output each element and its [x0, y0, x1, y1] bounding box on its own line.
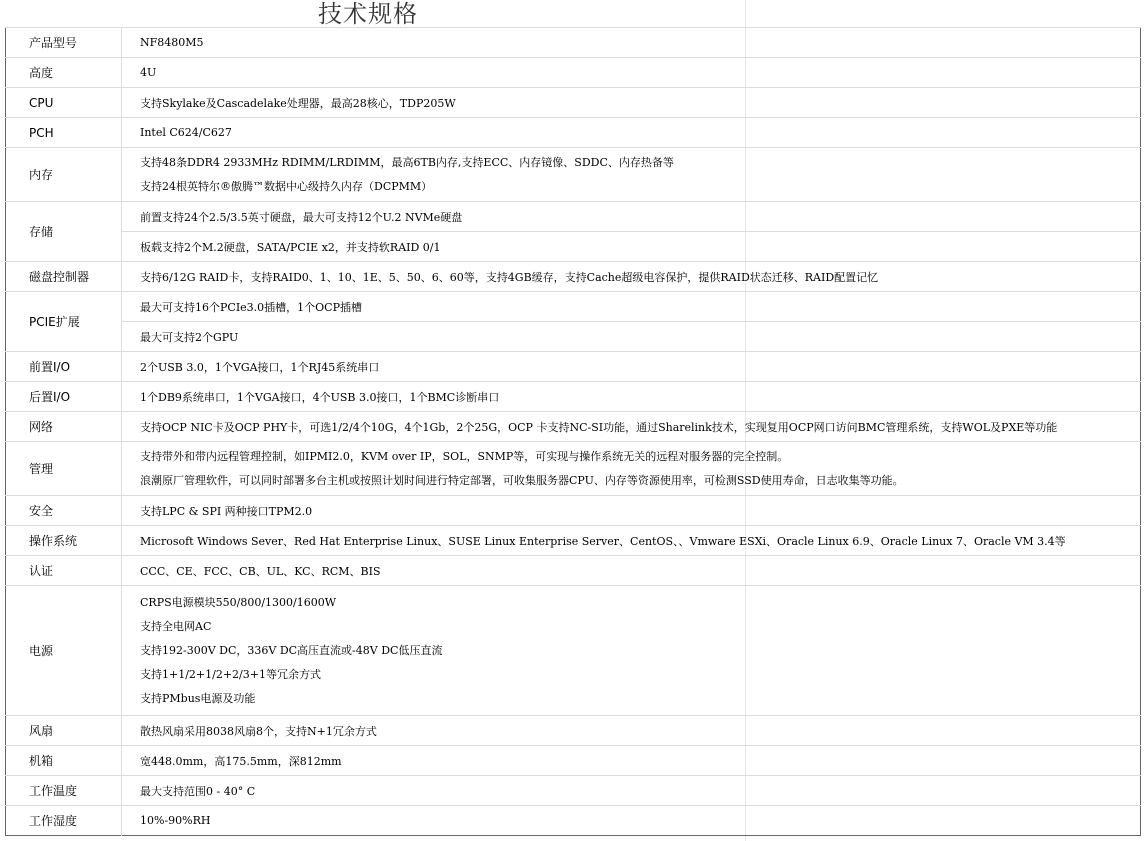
- spec-row-management: [6, 442, 1141, 496]
- spec-value: 宽448.0mm，高175.5mm，深812mm: [122, 746, 1141, 776]
- spec-label: 风扇: [6, 716, 122, 746]
- spec-value: 前置支持24个2.5/3.5英寸硬盘，最大可支持12个U.2 NVMe硬盘: [122, 202, 1141, 232]
- spec-label: 内存: [6, 148, 122, 202]
- spec-value: NF8480M5: [122, 28, 1141, 58]
- spec-row-pch: [6, 118, 1141, 148]
- spec-label: CPU: [6, 88, 122, 118]
- spec-row-front-io: [6, 352, 1141, 382]
- spec-label: 机箱: [6, 746, 122, 776]
- spec-label: 安全: [6, 496, 122, 526]
- spec-value: 最大可支持16个PCIe3.0插槽，1个OCP插槽: [122, 292, 1141, 322]
- spec-label: 前置I/O: [6, 352, 122, 382]
- spec-value-line: 支持1+1/2+1/2+2/3+1等冗余方式: [140, 667, 321, 681]
- spec-row-rear-io: [6, 382, 1141, 412]
- spec-row-storage-front: [6, 202, 1141, 232]
- spec-value-line: CRPS电源模块550/800/1300/1600W: [140, 595, 337, 609]
- spec-row-fan: [6, 716, 1141, 746]
- spec-label: 存储: [6, 202, 122, 262]
- spec-label: PCH: [6, 118, 122, 148]
- spec-label: 后置I/O: [6, 382, 122, 412]
- spec-label: 管理: [6, 442, 122, 496]
- spec-table: [5, 27, 1141, 836]
- spec-value: 10%-90%RH: [122, 806, 1141, 836]
- spec-label: 操作系统: [6, 526, 122, 556]
- spec-value: 支持Skylake及Cascadelake处理器，最高28核心，TDP205W: [122, 88, 1141, 118]
- spec-value: 1个DB9系统串口，1个VGA接口，4个USB 3.0接口，1个BMC诊断串口: [122, 382, 1141, 412]
- spec-value: [122, 148, 1141, 202]
- spec-label: 工作温度: [6, 776, 122, 806]
- spec-row-disk-controller: [6, 262, 1141, 292]
- spec-value-line: 支持全电网AC: [140, 619, 212, 633]
- spec-value: 2个USB 3.0，1个VGA接口，1个RJ45系统串口: [122, 352, 1141, 382]
- spec-row-pcie-gpu: [6, 322, 1141, 352]
- spec-value: 板载支持2个M.2硬盘，SATA/PCIE x2，并支持软RAID 0/1: [122, 232, 1141, 262]
- spec-value: 散热风扇采用8038风扇8个，支持N+1冗余方式: [122, 716, 1141, 746]
- spec-row-certification: [6, 556, 1141, 586]
- spec-row-operating-temp: [6, 776, 1141, 806]
- spec-row-storage-onboard: [6, 232, 1141, 262]
- spec-label: 网络: [6, 412, 122, 442]
- spec-label: 高度: [6, 58, 122, 88]
- spec-value: 最大支持范围0 - 40° C: [122, 776, 1141, 806]
- spec-value: 支持OCP NIC卡及OCP PHY卡，可选1/2/4个10G，4个1Gb，2个25G，OCP 卡支持NC-SI功能，通过Sharelink技术，实现复用OCP网口访问BMC管理系统，支持WOL及PXE等功能: [122, 412, 1141, 442]
- spec-label: PCIE扩展: [6, 292, 122, 352]
- spec-label: 磁盘控制器: [6, 262, 122, 292]
- spec-value: CCC、CE、FCC、CB、UL、KC、RCM、BIS: [122, 556, 1141, 586]
- spec-value: Microsoft Windows Sever、Red Hat Enterprise Linux、SUSE Linux Enterprise Server、CentOS、、Vmware ESXi、Oracle Linux 6.9、Oracle Linux 7、Oracle VM 3.4等: [122, 526, 1141, 556]
- spec-row-pcie-slots: [6, 292, 1141, 322]
- spec-label: 产品型号: [6, 28, 122, 58]
- spec-row-operating-humidity: [6, 806, 1141, 836]
- spec-row-model: [6, 28, 1141, 58]
- spec-row-cpu: [6, 88, 1141, 118]
- spec-value-line: 支持带外和带内远程管理控制，如IPMI2.0，KVM over IP，SOL，SNMP等，可实现与操作系统无关的远程对服务器的完全控制。: [140, 449, 789, 463]
- spec-value-line: 支持24根英特尔®傲腾™数据中心级持久内存（DCPMM）: [140, 179, 433, 193]
- spec-value: [122, 442, 1141, 496]
- spec-value: 4U: [122, 58, 1141, 88]
- spec-row-security: [6, 496, 1141, 526]
- spec-value-line: 支持PMbus电源及功能: [140, 691, 256, 705]
- spec-row-height: [6, 58, 1141, 88]
- spec-row-power: [6, 586, 1141, 716]
- spec-value: [122, 586, 1141, 716]
- spec-value: 支持LPC & SPI 两种接口TPM2.0: [122, 496, 1141, 526]
- spec-label: 工作湿度: [6, 806, 122, 836]
- spec-row-network: [6, 412, 1141, 442]
- spec-label: 认证: [6, 556, 122, 586]
- spec-value: 最大可支持2个GPU: [122, 322, 1141, 352]
- spec-value-line: 支持192-300V DC，336V DC高压直流或-48V DC低压直流: [140, 643, 443, 657]
- spec-row-memory: [6, 148, 1141, 202]
- spec-row-os: [6, 526, 1141, 556]
- spec-label: 电源: [6, 586, 122, 716]
- spec-value-line: 浪潮原厂管理软件，可以同时部署多台主机或按照计划时间进行特定部署，可收集服务器CPU、内存等资源使用率，可检测SSD使用寿命，日志收集等功能。: [140, 473, 904, 487]
- spec-value: 支持6/12G RAID卡，支持RAID0、1、10、1E、5、50、6、60等，支持4GB缓存，支持Cache超级电容保护，提供RAID状态迁移、RAID配置记忆: [122, 262, 1141, 292]
- spec-value-line: 支持48条DDR4 2933MHz RDIMM/LRDIMM，最高6TB内存,支持ECC、内存镜像、SDDC、内存热备等: [140, 155, 674, 169]
- spec-row-chassis: [6, 746, 1141, 776]
- page-title: 技术规格: [318, 0, 418, 28]
- spec-value: Intel C624/C627: [122, 118, 1141, 148]
